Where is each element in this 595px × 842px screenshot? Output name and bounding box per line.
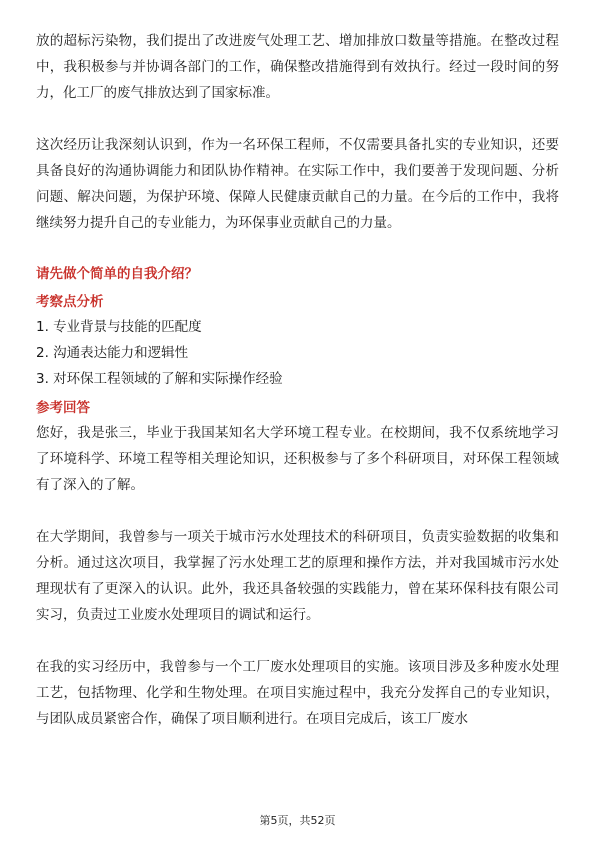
- analysis-heading: 考察点分析: [36, 294, 104, 310]
- answer-paragraph: 您好，我是张三，毕业于我国某知名大学环境工程专业。在校期间，我不仅系统地学习了环境科学、环境工程等相关理论知识，还积极参与了多个科研项目，对环保工程领域有了深入的了解。: [36, 425, 559, 493]
- body-paragraph: 这次经历让我深刻认识到，作为一名环保工程师，不仅需要具备扎实的专业知识，还要具备良好的沟通协调能力和团队协作精神。在实际工作中，我们要善于发现问题、分析问题、解决问题，为保护环境、保障人民健康贡献自己的力量。在今后的工作中，我将继续努力提升自己的专业能力，为环保事业贡献自己的力量。: [36, 137, 559, 231]
- document-page: [36, 28, 559, 758]
- page-number: 第5页，共52页: [259, 814, 336, 827]
- analysis-list: [36, 314, 559, 392]
- answer-paragraph: 在我的实习经历中，我曾参与一个工厂废水处理项目的实施。该项目涉及多种废水处理工艺，包括物理、化学和生物处理。在项目实施过程中，我充分发挥自己的专业知识，与团队成员紧密合作，确保了项目顺利进行。在项目完成后，该工厂废水: [36, 659, 559, 727]
- list-item: 3. 对环保工程领域的了解和实际操作经验: [36, 371, 283, 387]
- body-paragraph: 放的超标污染物，我们提出了改进废气处理工艺、增加排放口数量等措施。在整改过程中，我积极参与并协调各部门的工作，确保整改措施得到有效执行。经过一段时间的努力，化工厂的废气排放达到了国家标准。: [36, 33, 559, 101]
- answer-paragraph: 在大学期间，我曾参与一项关于城市污水处理技术的科研项目，负责实验数据的收集和分析。通过这次项目，我掌握了污水处理工艺的原理和操作方法，并对我国城市污水处理现状有了更深入的认识。此外，我还具备较强的实践能力，曾在某环保科技有限公司实习，负责过工业废水处理项目的调试和运行。: [36, 529, 559, 623]
- answer-heading: 参考回答: [36, 400, 90, 416]
- question-heading: 请先做个简单的自我介绍？: [36, 266, 198, 282]
- list-item: 1. 专业背景与技能的匹配度: [36, 319, 202, 335]
- list-item: 2. 沟通表达能力和逻辑性: [36, 345, 189, 361]
